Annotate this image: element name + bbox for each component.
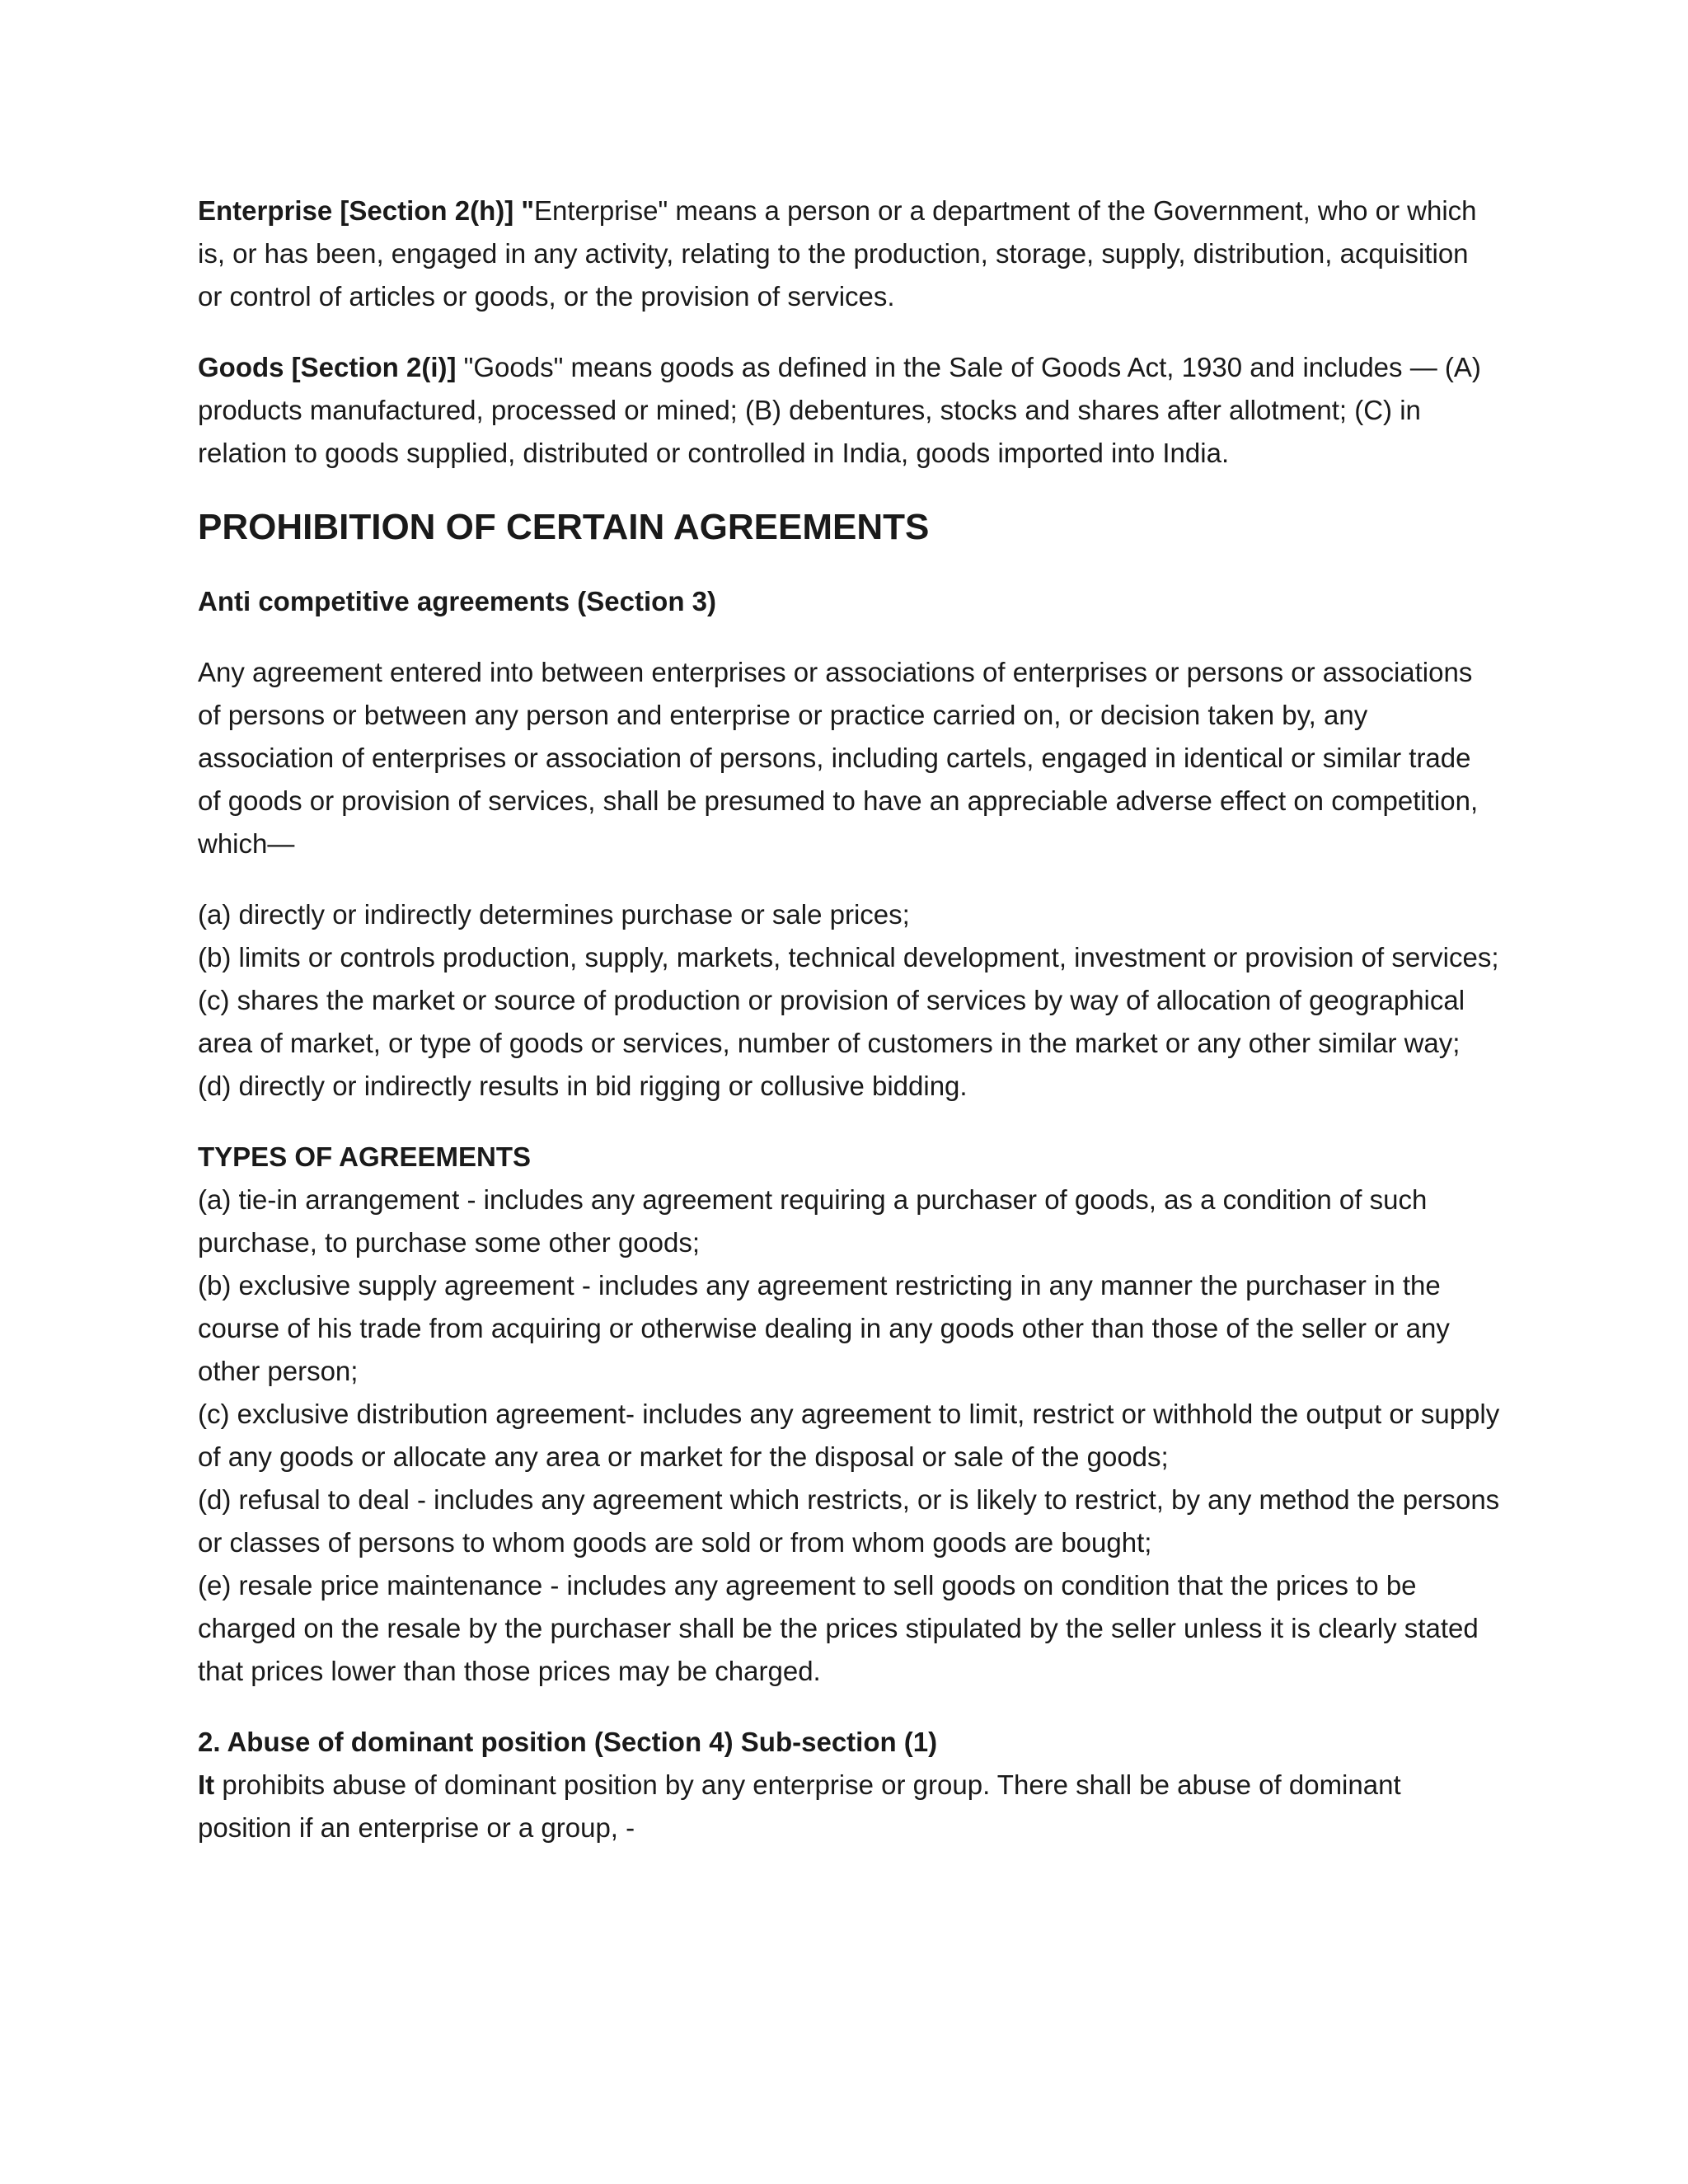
list-item: (d) refusal to deal - includes any agreement which restricts, or is likely to restrict, by any method the persons or classes of persons to whom goods are sold or from whom goods are bought; — [198, 1484, 1500, 1558]
types-of-agreements — [198, 1136, 1500, 1693]
abuse-paragraph — [198, 1764, 1500, 1849]
anti-competitive-list — [198, 893, 1500, 1108]
list-item: (e) resale price maintenance - includes any agreement to sell goods on condition that the prices to be charged on the resale by the purchaser shall be the prices stipulated by the seller unless it is clearly stated that prices lower than those prices may be charged. — [198, 1570, 1479, 1686]
list-item: (a) tie-in arrangement - includes any agreement requiring a purchaser of goods, as a condition of such purchase, to purchase some other goods; — [198, 1184, 1428, 1258]
list-item: (c) shares the market or source of production or provision of services by way of allocation of geographical area of market, or type of goods or services, number of customers in the market or any other similar way; — [198, 985, 1465, 1058]
abuse-heading: 2. Abuse of dominant position (Section 4) Sub-section (1) — [198, 1727, 938, 1757]
list-item: (b) limits or controls production, supply, markets, technical development, investment or provision of services; — [198, 942, 1499, 972]
abuse-text: prohibits abuse of dominant position by any enterprise or group. There shall be abuse of dominant position if an enterprise or a group, - — [198, 1769, 1401, 1843]
list-item: (c) exclusive distribution agreement- includes any agreement to limit, restrict or withhold the output or supply of any goods or allocate any area or market for the disposal or sale of the goods; — [198, 1399, 1500, 1472]
anti-competitive-intro: Any agreement entered into between enterprises or associations of enterprises or persons or associations of persons or between any person and enterprise or practice carried on, or decision taken by, any association of enterprises or association of persons, including cartels, engaged in identical or similar trade of goods or provision of services, shall be presumed to have an appreciable adverse effect on competition, which— — [198, 657, 1479, 859]
anti-competitive-heading: Anti competitive agreements (Section 3) — [198, 586, 716, 616]
goods-term: Goods [Section 2(i)] — [198, 352, 457, 382]
enterprise-definition — [198, 190, 1500, 318]
goods-definition — [198, 346, 1500, 475]
list-item: (b) exclusive supply agreement - includes any agreement restricting in any manner the purchaser in the course of his trade from acquiring or otherwise dealing in any goods other than those of the seller or any other person; — [198, 1270, 1450, 1386]
enterprise-text: Enterprise" means a person or a department of the Government, who or which is, or has been, engaged in any activity, relating to the production, storage, supply, distribution, acquisition or control of articles or goods, or the provision of services. — [198, 195, 1477, 312]
document-page — [198, 190, 1500, 1877]
list-item: (d) directly or indirectly results in bid rigging or collusive bidding. — [198, 1071, 968, 1101]
goods-text: "Goods" means goods as defined in the Sale of Goods Act, 1930 and includes — (A) products manufactured, processed or mined; (B) debentures, stocks and shares after allotment; (C) in relation to goods supplied, distributed or controlled in India, goods imported into India. — [198, 352, 1481, 468]
abuse-of-dominant-position — [198, 1721, 1500, 1849]
types-heading: TYPES OF AGREEMENTS — [198, 1141, 531, 1172]
abuse-lead: It — [198, 1769, 215, 1800]
list-item: (a) directly or indirectly determines purchase or sale prices; — [198, 899, 910, 930]
section-heading: PROHIBITION OF CERTAIN AGREEMENTS — [198, 507, 930, 547]
enterprise-term: Enterprise [Section 2(h)] " — [198, 195, 535, 226]
